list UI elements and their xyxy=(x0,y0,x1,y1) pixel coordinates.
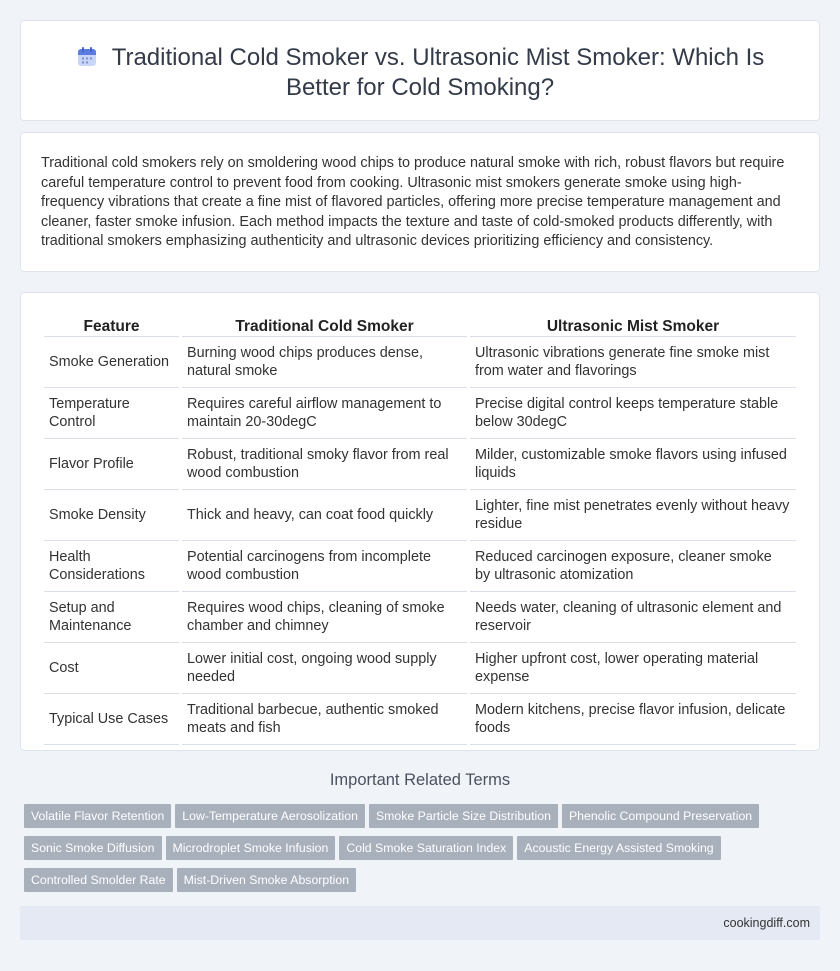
related-term-tag[interactable]: Smoke Particle Size Distribution xyxy=(369,804,558,828)
header-feature: Feature xyxy=(44,315,179,337)
row-feature: Smoke Density xyxy=(44,490,179,541)
table-row xyxy=(44,592,796,643)
row-ultrasonic: Ultrasonic vibrations generate fine smoke mist from water and flavorings xyxy=(470,337,796,388)
related-term-tag[interactable]: Acoustic Energy Assisted Smoking xyxy=(517,836,720,860)
related-term-tag[interactable]: Microdroplet Smoke Infusion xyxy=(166,836,336,860)
summary-text: Traditional cold smokers rely on smoldering wood chips to produce natural smoke with rich, robust flavors but require careful temperature control to prevent food from cooking. Ultrasonic mist smokers generate smoke using high-frequency vibrations that create a fine mist of flavored particles, offering more precise temperature management and cleaner, faster smoke infusion. Each method impacts the texture and taste of cold-smoked products differently, with traditional smokers emphasizing authenticity and ultrasonic devices prioritizing efficiency and consistency. xyxy=(41,155,785,250)
related-terms-title: Important Related Terms xyxy=(329,771,511,789)
related-term-tag[interactable]: Phenolic Compound Preservation xyxy=(562,804,759,828)
row-traditional: Potential carcinogens from incomplete wood combustion xyxy=(182,541,467,592)
row-ultrasonic: Precise digital control keeps temperature stable below 30degC xyxy=(470,388,796,439)
row-feature: Temperature Control xyxy=(44,388,179,439)
calendar-icon xyxy=(76,46,98,68)
table-row xyxy=(44,541,796,592)
related-terms-list xyxy=(24,804,804,900)
footer-site-link[interactable]: cookingdiff.com xyxy=(723,916,810,930)
row-ultrasonic: Modern kitchens, precise flavor infusion, delicate foods xyxy=(470,694,796,745)
row-traditional: Lower initial cost, ongoing wood supply needed xyxy=(182,643,467,694)
row-ultrasonic: Milder, customizable smoke flavors using infused liquids xyxy=(470,439,796,490)
footer xyxy=(20,906,820,940)
title-card xyxy=(20,20,820,121)
table-header-row xyxy=(44,315,796,337)
row-ultrasonic: Reduced carcinogen exposure, cleaner smoke by ultrasonic atomization xyxy=(470,541,796,592)
header-traditional: Traditional Cold Smoker xyxy=(182,315,467,337)
related-term-tag[interactable]: Volatile Flavor Retention xyxy=(24,804,171,828)
row-traditional: Robust, traditional smoky flavor from real wood combustion xyxy=(182,439,467,490)
row-feature: Smoke Generation xyxy=(44,337,179,388)
table-row xyxy=(44,490,796,541)
related-term-tag[interactable]: Low-Temperature Aerosolization xyxy=(175,804,365,828)
row-ultrasonic: Higher upfront cost, lower operating material expense xyxy=(470,643,796,694)
row-traditional: Burning wood chips produces dense, natural smoke xyxy=(182,337,467,388)
table-row xyxy=(44,643,796,694)
table-row xyxy=(44,694,796,745)
summary-card xyxy=(20,132,820,272)
row-traditional: Thick and heavy, can coat food quickly xyxy=(182,490,467,541)
row-traditional: Requires careful airflow management to maintain 20-30degC xyxy=(182,388,467,439)
row-ultrasonic: Needs water, cleaning of ultrasonic element and reservoir xyxy=(470,592,796,643)
row-feature: Setup and Maintenance xyxy=(44,592,179,643)
page-title-wrap xyxy=(61,43,779,103)
row-traditional: Requires wood chips, cleaning of smoke chamber and chimney xyxy=(182,592,467,643)
related-term-tag[interactable]: Mist-Driven Smoke Absorption xyxy=(177,868,356,892)
row-feature: Health Considerations xyxy=(44,541,179,592)
comparison-table xyxy=(41,315,799,745)
row-traditional: Traditional barbecue, authentic smoked meats and fish xyxy=(182,694,467,745)
row-ultrasonic: Lighter, fine mist penetrates evenly without heavy residue xyxy=(470,490,796,541)
page-title: Traditional Cold Smoker vs. Ultrasonic Mist Smoker: Which Is Better for Cold Smoking? xyxy=(111,44,765,101)
table-row xyxy=(44,439,796,490)
comparison-card xyxy=(20,292,820,751)
related-term-tag[interactable]: Cold Smoke Saturation Index xyxy=(339,836,513,860)
related-term-tag[interactable]: Controlled Smolder Rate xyxy=(24,868,173,892)
related-term-tag[interactable]: Sonic Smoke Diffusion xyxy=(24,836,162,860)
row-feature: Typical Use Cases xyxy=(44,694,179,745)
header-ultrasonic: Ultrasonic Mist Smoker xyxy=(470,315,796,337)
row-feature: Cost xyxy=(44,643,179,694)
row-feature: Flavor Profile xyxy=(44,439,179,490)
table-row xyxy=(44,337,796,388)
table-row xyxy=(44,388,796,439)
